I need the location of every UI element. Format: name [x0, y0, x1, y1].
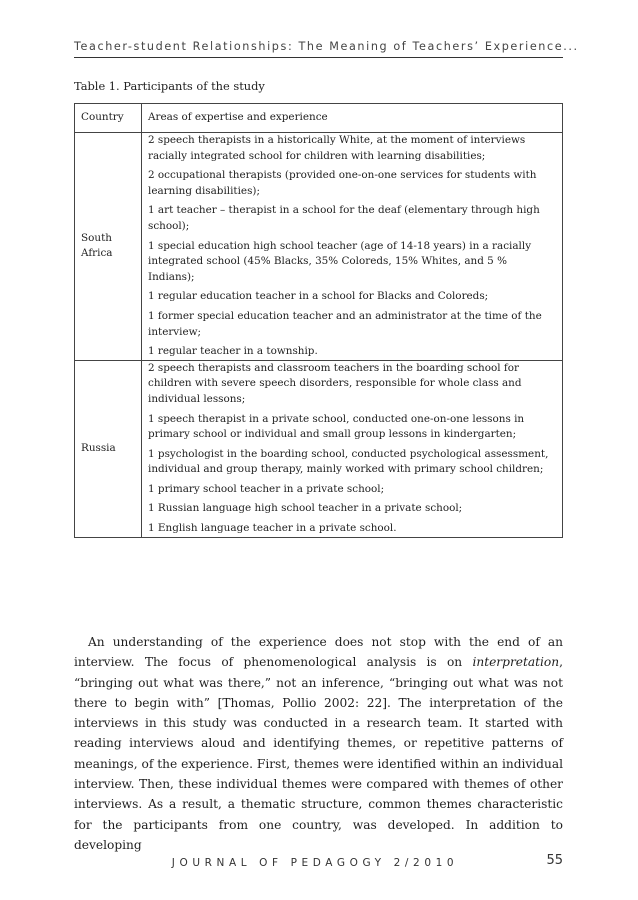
list-item: 1 Russian language high school teacher in a private school; — [148, 502, 463, 515]
column-header-country: Country — [75, 104, 142, 133]
areas-cell — [142, 360, 563, 537]
table-header-row — [75, 104, 563, 133]
list-item: 1 primary school teacher in a private school; — [148, 482, 385, 495]
table-row-russia — [75, 360, 563, 537]
running-head: Teacher-student Relationships: The Meaning of Teachers’ Experience... — [74, 40, 579, 53]
areas-cell — [142, 133, 563, 361]
list-item: 2 occupational therapists (provided one-on-one services for students with learning disabilities); — [148, 169, 537, 197]
list-item: 1 special education high school teacher (age of 14-18 years) in a racially integrated school (45% Blacks, 35% Coloreds, 15% Whites, and 5 % Indians); — [148, 239, 532, 283]
list-item: 1 former special education teacher and an administrator at the time of the interview; — [148, 309, 542, 338]
list-item: 1 regular education teacher in a school for Blacks and Coloreds; — [148, 290, 489, 303]
list-item: 1 English language teacher in a private school. — [148, 522, 397, 535]
column-header-areas: Areas of expertise and experience — [142, 104, 563, 133]
paragraph-text-1: An understanding of the experience does not stop with the end of an interview. The focus of phenomenological analysis is on — [74, 635, 563, 670]
list-item: 1 speech therapist in a private school, conducted one-on-one lessons in primary school or individual and small group lessons in kindergarten; — [148, 412, 525, 441]
list-item: 2 speech therapists in a historically White, at the moment of interviews racially integrated school for children with learning disabilities; — [148, 134, 526, 162]
table-row-south-africa — [75, 133, 563, 361]
page-number: 55 — [546, 853, 563, 868]
country-cell: South Africa — [75, 133, 142, 361]
participants-table — [74, 103, 563, 538]
list-item: 1 psychologist in the boarding school, conducted psychological assessment, individual and group therapy, mainly worked with primary school children; — [148, 447, 549, 476]
list-item: 2 speech therapists and classroom teachers in the boarding school for children with severe speech disorders, responsible for whole class and individual lessons; — [148, 361, 522, 405]
country-cell: Russia — [75, 360, 142, 537]
header-rule — [74, 57, 563, 58]
footer-journal-name: JOURNAL OF PEDAGOGY 2/2010 — [171, 857, 459, 869]
table-caption: Table 1. Participants of the study — [74, 79, 265, 93]
emphasis-term: interpretation — [472, 655, 560, 670]
body-paragraph — [74, 632, 563, 855]
list-item: 1 regular teacher in a township. — [148, 345, 318, 358]
list-item: 1 art teacher – therapist in a school for the deaf (elementary through high school); — [148, 204, 540, 232]
paragraph-text-2: , “bringing out what was there,” not an inference, “bringing out what was not there to begin with” [Thomas, Pollio 2002: 22]. The interpretation of the interviews in this study was conducted in a research team. It started with reading interviews aloud and identifying themes, or repetitive patterns of meanings, of the experience. First, themes were identified within an individual interview. Then, these individual themes were compared with themes of other interviews. As a result, a thematic structure, common themes characteristic for the participants from one country, was developed. In addition to developing — [74, 655, 563, 852]
